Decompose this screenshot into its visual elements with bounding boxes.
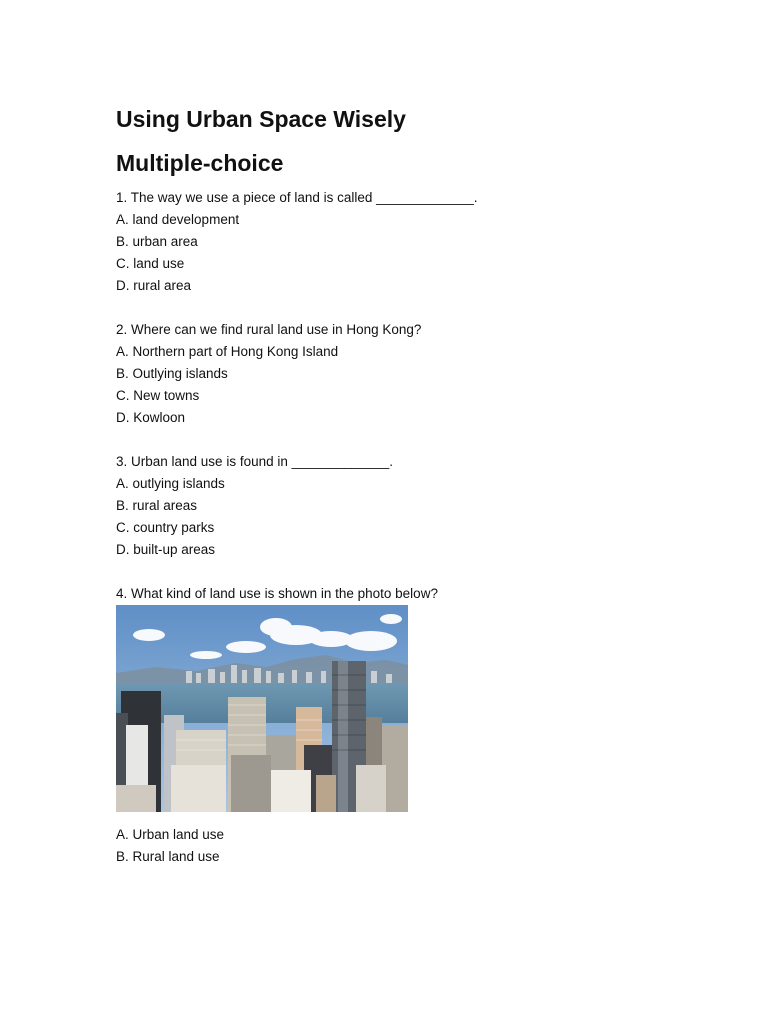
answer-option: B. Rural land use — [116, 849, 220, 864]
answer-option: A. Urban land use — [116, 827, 225, 842]
answer-option: B. urban area — [116, 234, 198, 249]
answer-option: A. land development — [116, 212, 240, 227]
question-prompt: 1. The way we use a piece of land is called _____________. — [116, 190, 478, 205]
answer-option: A. outlying islands — [116, 476, 225, 491]
question-prompt: 2. Where can we find rural land use in Hong Kong? — [116, 322, 422, 337]
answer-option: D. Kowloon — [116, 410, 186, 425]
answer-option: C. country parks — [116, 520, 215, 535]
question-prompt: 3. Urban land use is found in _____________. — [116, 454, 393, 469]
answer-option: C. land use — [116, 256, 185, 271]
answer-option: B. Outlying islands — [116, 366, 228, 381]
answer-option: D. rural area — [116, 278, 192, 293]
answer-option: B. rural areas — [116, 498, 198, 513]
document-title: Using Urban Space Wisely — [116, 106, 406, 132]
answer-option: A. Northern part of Hong Kong Island — [116, 344, 339, 359]
section-heading: Multiple-choice — [116, 150, 284, 176]
question-4 — [116, 583, 676, 868]
question-1 — [116, 187, 676, 297]
document-page — [116, 100, 676, 890]
question-3 — [116, 451, 676, 561]
answer-option: D. built-up areas — [116, 542, 216, 557]
city-skyline-photo — [116, 605, 408, 812]
question-prompt: 4. What kind of land use is shown in the photo below? — [116, 586, 438, 601]
question-2 — [116, 319, 676, 429]
answer-option: C. New towns — [116, 388, 200, 403]
question-list — [116, 187, 676, 868]
